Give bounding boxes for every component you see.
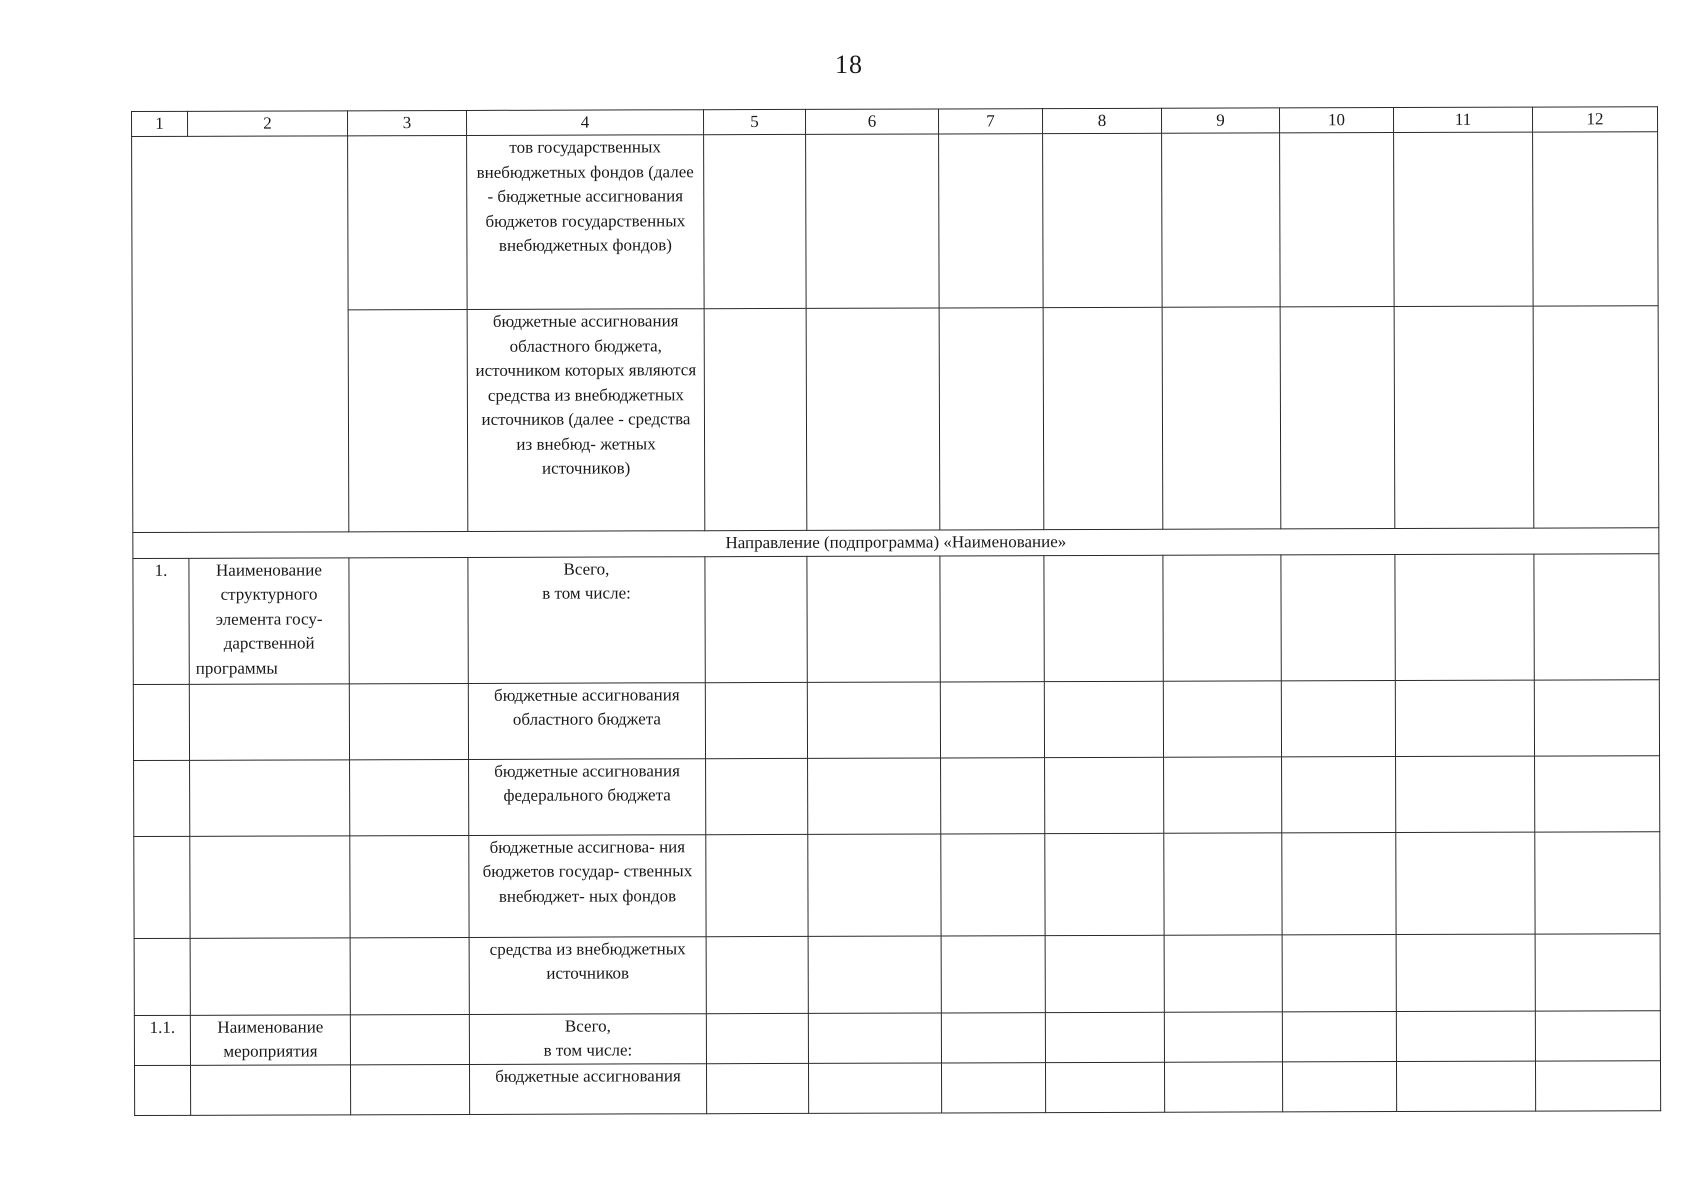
activity-name: Наименование мероприятия — [190, 1014, 350, 1065]
column-number: 6 — [805, 109, 938, 134]
funding-source-cell: бюджетные ассигнования областного бюджета, источником которых являются средства из внебюджетных источников (далее - средства из внебюд- жетных источников) — [467, 309, 705, 532]
funding-source-cell: бюджетные ассигнования федерального бюджета — [469, 758, 706, 835]
total-label: Всего, — [563, 558, 610, 579]
including-label: в том числе: — [543, 1040, 633, 1060]
column-number: 3 — [348, 110, 467, 135]
including-label: в том числе: — [542, 583, 631, 603]
total-label: Всего, — [564, 1015, 611, 1036]
funding-source-cell: бюджетные ассигнова- ния бюджетов государ- ственных внебюджет- ных фондов — [469, 834, 706, 937]
column-number: 12 — [1532, 107, 1657, 132]
merged-empty-cell — [132, 136, 349, 533]
element-name: Наименование структурного элемента госу- дарственной программы — [189, 557, 349, 684]
column-number: 9 — [1161, 108, 1279, 133]
funding-source-cell: тов государственных внебюджетных фондов (далее - бюджетные ассигнования бюджетов государственных внебюджетных фондов) — [467, 135, 705, 310]
table-row — [132, 306, 1659, 533]
column-number: 4 — [466, 110, 703, 136]
row-number: 1.1. — [134, 1015, 190, 1065]
total-cell — [469, 1013, 706, 1064]
table-row — [134, 1010, 1660, 1065]
column-number: 2 — [188, 111, 348, 137]
funding-source-cell: бюджетные ассигнования областного бюджета — [468, 682, 705, 759]
total-cell — [468, 556, 705, 683]
column-number: 5 — [703, 109, 805, 134]
column-number: 11 — [1393, 107, 1532, 132]
row-number: 1. — [133, 558, 189, 684]
table-row — [134, 755, 1660, 836]
funding-source-cell: средства из внебюджетных источников — [469, 936, 706, 1014]
column-number: 1 — [132, 111, 188, 136]
table-row — [133, 553, 1659, 684]
table-row — [132, 132, 1659, 311]
budget-table — [131, 106, 1661, 1115]
column-number: 10 — [1279, 108, 1393, 133]
column-number: 7 — [938, 109, 1042, 134]
column-number: 8 — [1042, 108, 1161, 133]
table-row — [134, 831, 1660, 938]
section-title: Направление (подпрограмма) «Наименование» — [133, 528, 1659, 558]
table-row — [133, 679, 1659, 760]
funding-source-cell: бюджетные ассигнования — [469, 1063, 706, 1114]
table-row — [134, 1060, 1660, 1115]
page-number: 18 — [835, 50, 863, 79]
table-row — [134, 933, 1660, 1015]
